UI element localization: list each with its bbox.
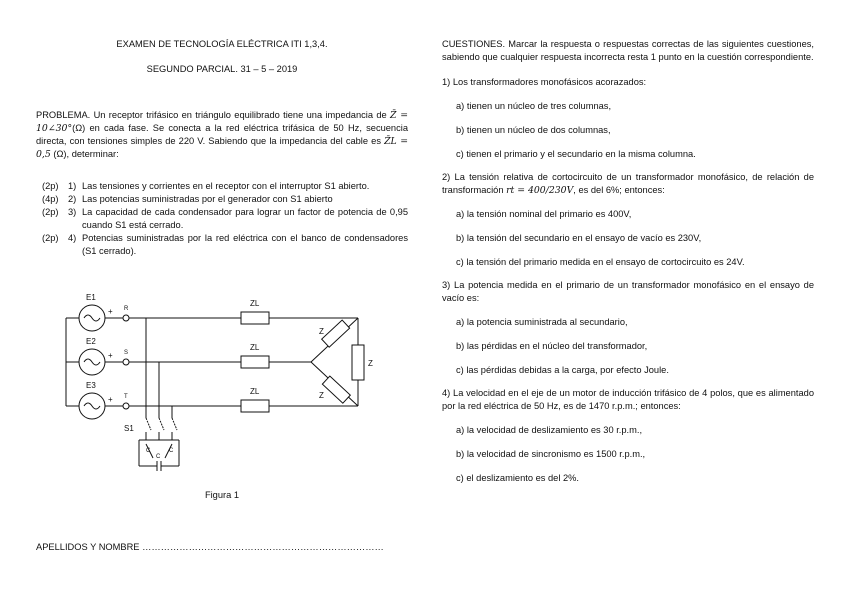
capacitor-label: C (146, 448, 151, 454)
question-2-option-b[interactable]: b) la tensión del secundario en el ensayo de vacío es 230V, (456, 233, 702, 243)
phase-s-label: S (124, 350, 129, 356)
switch-s1-label: S1 (124, 424, 134, 433)
ac-wave-icon (84, 403, 100, 409)
terminal-s (123, 359, 129, 365)
capacitor-label: C (169, 448, 174, 454)
question-2-ratio: rt = 400/230V (506, 185, 574, 196)
line-impedance-s (241, 356, 269, 368)
cable-impedance-expression: Z̄L = 0,5 (36, 136, 408, 160)
question-2-option-a[interactable]: a) la tensión nominal del primario es 400V, (456, 209, 632, 219)
task-points: (2p) (42, 207, 59, 217)
question-1-option-b[interactable]: b) tienen un núcleo de dos columnas, (456, 125, 611, 135)
problem-text-3: (Ω), determinar: (50, 149, 119, 159)
plus-sign: + (108, 351, 113, 360)
task-text: La capacidad de cada condensador para lograr un factor de potencia de 0,95 cuando S1 está cerrado. (82, 207, 408, 230)
load-impedance-rt (352, 345, 364, 380)
line-impedance-label: ZL (250, 299, 260, 308)
ac-wave-icon (84, 359, 100, 365)
task-text: Potencias suministradas por la red eléctrica con el banco de condensadores (S1 cerrado). (82, 233, 408, 256)
question-3-option-b[interactable]: b) las pérdidas en el núcleo del transformador, (456, 341, 648, 351)
question-4-option-b[interactable]: b) la velocidad de sincronismo es 1500 r.p.m., (456, 449, 646, 459)
questions-intro (442, 38, 814, 64)
question-4: 4) La velocidad en el eje de un motor de inducción trifásico de 4 polos, que es alimentado por la red eléctrica de 50 Hz, es de 1470 r.p.m.; entonces: (442, 388, 814, 411)
terminal-t (123, 403, 129, 409)
question-3-option-a[interactable]: a) la potencia suministrada al secundario, (456, 317, 628, 327)
question-4-option-a[interactable]: a) la velocidad de deslizamiento es 30 r.p.m., (456, 425, 643, 435)
question-3: 3) La potencia medida en el primario de un transformador monofásico en el ensayo de vacío es: (442, 280, 814, 303)
task-item (36, 193, 408, 206)
task-points: (4p) (42, 194, 59, 204)
source-e3-label: E3 (86, 381, 96, 390)
task-number: 2) (68, 194, 77, 204)
capacitor-label: C (156, 454, 161, 460)
source-e2-label: E2 (86, 337, 96, 346)
load-impedance-label: Z (319, 391, 324, 400)
questions-intro-text: Marcar la respuesta o respuestas correctas de las siguientes cuestiones, sabiendo que cualquier respuesta incorrecta resta 1 punto en la cuestión correspondiente. (442, 39, 814, 62)
load-impedance-label: Z (368, 359, 373, 368)
task-item (36, 232, 408, 258)
task-item (36, 180, 408, 193)
question-4-option-c[interactable]: c) el deslizamiento es del 2%. (456, 473, 579, 483)
questions-intro-label: CUESTIONES. (442, 39, 506, 49)
task-text: Las potencias suministradas por el generador con S1 abierto (82, 194, 333, 204)
problem-text-1: Un receptor trifásico en triángulo equilibrado tiene una impedancia de (90, 110, 391, 120)
line-impedance-r (241, 312, 269, 324)
phase-t-label: T (124, 394, 128, 400)
question-1-option-c[interactable]: c) tienen el primario y el secundario en la misma columna. (456, 149, 696, 159)
task-number: 4) (68, 233, 77, 243)
phase-r-label: R (124, 306, 129, 312)
task-number: 3) (68, 207, 77, 217)
task-points: (2p) (42, 233, 59, 243)
task-number: 1) (68, 181, 77, 191)
load-impedance-rs (322, 320, 350, 347)
figure-caption: Figura 1 (204, 490, 240, 500)
name-field-line: APELLIDOS Y NOMBRE …………………………………………………………………… (36, 542, 384, 552)
terminal-r (123, 315, 129, 321)
question-3-option-c[interactable]: c) las pérdidas debidas a la carga, por efecto Joule. (456, 365, 669, 375)
exam-title: EXAMEN DE TECNOLOGÍA ELÉCTRICA ITI 1,3,4. (116, 39, 328, 49)
task-text: Las tensiones y corrientes en el receptor con el interruptor S1 abierto. (82, 181, 370, 191)
question-2-text-a: 2) La tensión relativa de cortocircuito de un transformador monofásico, de relación de transformación (442, 172, 814, 195)
ac-wave-icon (84, 315, 100, 321)
question-1: 1) Los transformadores monofásicos acorazados: (442, 77, 647, 87)
plus-sign: + (108, 307, 113, 316)
line-impedance-t (241, 400, 269, 412)
task-list (36, 180, 408, 258)
circuit-diagram (36, 290, 408, 480)
question-2-option-c[interactable]: c) la tensión del primario medida en el ensayo de cortocircuito es 24V. (456, 257, 745, 267)
question-2-text-b: , es del 6%; entonces: (573, 185, 665, 195)
line-impedance-label: ZL (250, 343, 260, 352)
problem-label: PROBLEMA. (36, 110, 91, 120)
load-impedance-label: Z (319, 327, 324, 336)
exam-subtitle: SEGUNDO PARCIAL. 31 – 5 – 2019 (146, 64, 298, 74)
impedance-expression: Z̄ = 10∠30° (36, 110, 408, 134)
problem-statement (36, 109, 408, 161)
task-item (36, 206, 408, 232)
load-impedance-st (322, 376, 350, 403)
line-impedance-label: ZL (250, 387, 260, 396)
task-points: (2p) (42, 181, 59, 191)
source-e1-label: E1 (86, 293, 96, 302)
right-column (442, 38, 814, 485)
plus-sign: + (108, 395, 113, 404)
problem-text-2: (Ω) en cada fase. Se conecta a la red eléctrica trifásica de 50 Hz, secuencia directa, con tensiones simples de 220 V. Sabiendo que la impedancia del cable es (36, 123, 408, 146)
question-1-option-a[interactable]: a) tienen un núcleo de tres columnas, (456, 101, 612, 111)
question-2 (442, 171, 814, 197)
